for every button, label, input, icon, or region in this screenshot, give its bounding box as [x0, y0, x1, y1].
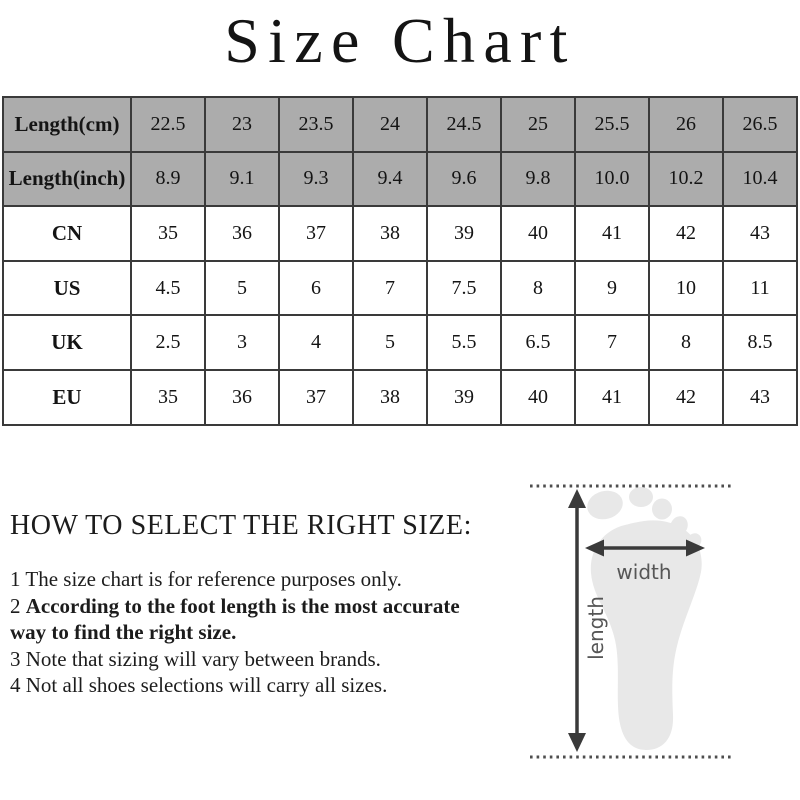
foot-measure-diagram — [525, 478, 740, 763]
note-number: 2 — [10, 593, 26, 618]
table-row — [3, 261, 797, 316]
size-cell: 35 — [131, 370, 205, 425]
size-cell: 37 — [279, 370, 353, 425]
size-cell: 41 — [575, 370, 649, 425]
width-label: width — [616, 560, 672, 584]
size-cell: 42 — [649, 206, 723, 261]
size-cell: 9.8 — [501, 152, 575, 207]
note-number: 1 — [10, 567, 26, 591]
guide-note — [10, 593, 472, 646]
size-cell: 22.5 — [131, 97, 205, 152]
size-cell: 40 — [501, 370, 575, 425]
size-cell: 37 — [279, 206, 353, 261]
size-cell: 26.5 — [723, 97, 797, 152]
row-header: CN — [3, 206, 131, 261]
size-conversion-table — [2, 96, 798, 426]
note-text: According to the foot length is the most accurate way to find the right size. — [10, 593, 460, 644]
size-cell: 40 — [501, 206, 575, 261]
size-cell: 6.5 — [501, 315, 575, 370]
size-cell: 9.1 — [205, 152, 279, 207]
guide-notes — [10, 566, 472, 699]
size-cell: 38 — [353, 206, 427, 261]
size-cell: 24.5 — [427, 97, 501, 152]
table-row — [3, 370, 797, 425]
size-cell: 5.5 — [427, 315, 501, 370]
size-cell: 3 — [205, 315, 279, 370]
size-cell: 25.5 — [575, 97, 649, 152]
guide-note — [10, 566, 472, 593]
size-cell: 36 — [205, 370, 279, 425]
size-cell: 8 — [649, 315, 723, 370]
size-cell: 4.5 — [131, 261, 205, 316]
size-cell: 42 — [649, 370, 723, 425]
size-cell: 36 — [205, 206, 279, 261]
table-row — [3, 206, 797, 261]
guide-heading: HOW TO SELECT THE RIGHT SIZE: — [10, 510, 472, 541]
page-title: Size Chart — [224, 5, 576, 76]
size-cell: 23.5 — [279, 97, 353, 152]
note-text: The size chart is for reference purposes only. — [25, 567, 402, 591]
size-cell: 25 — [501, 97, 575, 152]
size-cell: 7.5 — [427, 261, 501, 316]
size-cell: 41 — [575, 206, 649, 261]
size-cell: 38 — [353, 370, 427, 425]
size-cell: 9.3 — [279, 152, 353, 207]
size-cell: 8.5 — [723, 315, 797, 370]
size-cell: 5 — [205, 261, 279, 316]
size-cell: 2.5 — [131, 315, 205, 370]
table-row — [3, 152, 797, 207]
size-cell: 5 — [353, 315, 427, 370]
note-text: Note that sizing will vary between brands. — [25, 646, 381, 671]
size-cell: 8 — [501, 261, 575, 316]
size-cell: 9.4 — [353, 152, 427, 207]
size-cell: 9 — [575, 261, 649, 316]
table-row — [3, 97, 797, 152]
size-cell: 10.4 — [723, 152, 797, 207]
size-cell: 7 — [353, 261, 427, 316]
note-number: 3 — [10, 646, 26, 671]
size-cell: 43 — [723, 370, 797, 425]
size-cell: 39 — [427, 370, 501, 425]
size-cell: 43 — [723, 206, 797, 261]
note-number: 4 — [10, 673, 26, 697]
guide-note — [10, 646, 472, 673]
row-header: US — [3, 261, 131, 316]
table-row — [3, 315, 797, 370]
row-header: EU — [3, 370, 131, 425]
row-header: UK — [3, 315, 131, 370]
size-cell: 4 — [279, 315, 353, 370]
size-cell: 7 — [575, 315, 649, 370]
size-cell: 11 — [723, 261, 797, 316]
guide-note — [10, 672, 472, 699]
size-cell: 10.2 — [649, 152, 723, 207]
size-cell: 26 — [649, 97, 723, 152]
size-cell: 10 — [649, 261, 723, 316]
size-cell: 6 — [279, 261, 353, 316]
row-header: Length(cm) — [3, 97, 131, 152]
size-cell: 23 — [205, 97, 279, 152]
size-cell: 9.6 — [427, 152, 501, 207]
size-cell: 8.9 — [131, 152, 205, 207]
size-cell: 24 — [353, 97, 427, 152]
size-cell: 39 — [427, 206, 501, 261]
size-cell: 10.0 — [575, 152, 649, 207]
length-label: length — [584, 596, 608, 660]
row-header: Length(inch) — [3, 152, 131, 207]
size-cell: 35 — [131, 206, 205, 261]
note-text: Not all shoes selections will carry all sizes. — [25, 673, 388, 697]
